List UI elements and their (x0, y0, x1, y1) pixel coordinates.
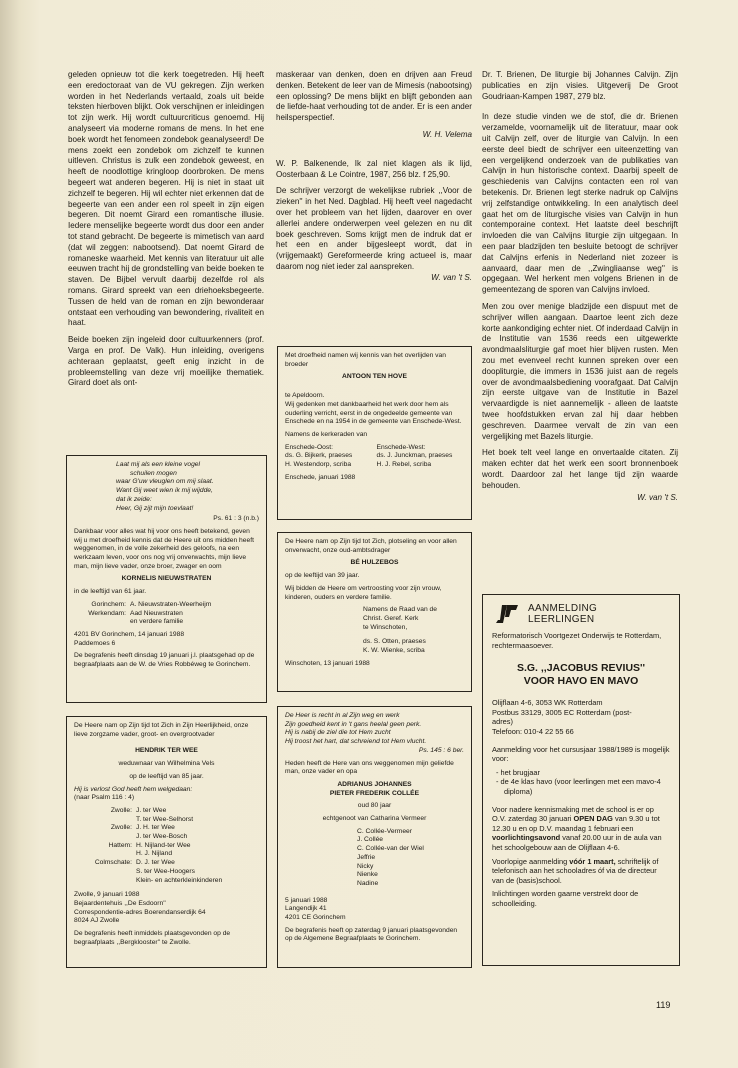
obituary-hulzebos (277, 532, 472, 692)
verse-reference: (naar Psalm 116 : 4) (74, 794, 135, 802)
deceased-age: op de leeftijd van 39 jaar. (285, 572, 360, 580)
deceased-name: BÉ HULZEBOS (350, 559, 399, 567)
family-list: Zwolle: J. ter Wee T. ter Wee-Selhorst Zwolle: J. H. ter Wee J. ter Wee-Bosch Hattem: H. Nijland-ter Wee H. J. Nijland Colmschate: D. J. ter Wee S. ter Wee-Hoogers Klein- en achterkleinkinderen (94, 806, 223, 884)
prayer: Wij bidden de Heere om vertroosting voor zijn vrouw, kinderen, ouders en verdere familie. (285, 584, 442, 601)
school-address: Olijflaan 4-6, 3053 WK Rotterdam Postbus 33129, 3005 EC Rotterdam (post- adres) Telefoon: 010-4 22 55 66 (492, 698, 632, 736)
deceased-name-1: ADRIANUS JOHANNES (337, 780, 412, 788)
obituary-intro: Dankbaar voor alles wat hij voor ons heeft betekend, geven wij u met droefheid kennis dat de Heere uit ons midden heeft weggenomen, in de volle zekerheid des geloofs, na een werkzaam leven, voor ons nog vrij onverwachts, mijn lieve man, mijn lieve vader, onze broer, zwager en oom (74, 527, 254, 570)
funeral-note: De begrafenis heeft inmiddels plaatsgevonden op de begraafplaats ,,Bergklooster'' te Zwolle. (74, 930, 231, 946)
school-logo-icon (492, 603, 520, 625)
verse: De Heer is recht in al Zijn weg en werk Zijn goedheid kent in 't gans heelal geen perk. Hij is nabij de ziel die tot Hem zucht Hij troost het hart, dat schreiend tot Hem vlucht. (285, 712, 427, 746)
column-2-paragraph-2: De schrijver verzorgt de wekelijkse rubriek ,,Voor de zieken'' in het Ned. Dagblad. Hij heeft veel nagedacht over het probleem van het lijden, daarover en over allerlei andere onderwerpen veel gelezen en nu dit boek geschreven. Soms krijgt men de indruk dat er het een en ander bijgesleept wordt, dat in (vrijgemaakt) Gereformeerde kring actueel is, maar daarom nog niet ieder zal aanspreken. (276, 186, 472, 271)
options-list (492, 768, 670, 797)
option-item: - het brugjaar (504, 768, 670, 778)
verse: Hij is verlost God heeft hem welgedaan: (74, 785, 193, 793)
column-3-paragraph-1: In deze studie vinden we de stof, die dr. Brienen verzamelde, voornamelijk uit de literatuur, maar ook uit Calvijn zelf, over de liturgie van Calvijn. In een eerste deel biedt de schrijver een uiteenzetting van een vergelijkend onderzoek van de publikaties van Calvijn in hun historische context. Daarbij speelt de geschiedenis van Calvijns contacten een rol van betekenis. Dr. Brienen legt sterke nadruk op Calvijns vrij zelfstandige ontwikkeling. In een analytisch deel gaat het om de liturgische visies van Calvijn in hun contemporaine context. Het laatste deel beschrijft invloeden die van Calvijns liturgie zijn uitgegaan. In een paar bladzijden ten besluite betoogt de schrijver dat Calvijns erfenis in Nederland niet zozeer is aanvaard, daar men de ,,Zwingliaanse weg'' is opgegaan. Wel herkent men volgens Brienen in de gemeentezang de sporen van Calvijns invloed. (482, 112, 678, 295)
signature-vants-2: W. van 't S. (637, 493, 678, 503)
family-list: C. Collée-Vermeer J. Collée C. Collée-van der Wiel Jeffrie Nicky Nienke Nadine (357, 827, 424, 887)
obituary-intro: Met droefheid namen wij kennis van het overlijden van broeder (285, 352, 446, 368)
book-reference-brienen: Dr. T. Brienen, De liturgie bij Johannes Calvijn. Zijn publicaties en zijn visies. Uitgeverij De Groot Goudriaan-Kampen 1987, 279 blz. (482, 70, 678, 101)
option-item: - de 4e klas havo (voor leerlingen met een mavo-4 diploma) (504, 777, 670, 796)
ad-heading-2: LEERLINGEN (528, 614, 595, 625)
obituary-collee (277, 706, 472, 968)
poem-reference: Ps. 61 : 3 (n.b.) (213, 515, 259, 523)
family-list: Gorinchem: A. Nieuwstraten-Weerheijm Werkendam: Aad Nieuwstraten en verdere familie (88, 600, 212, 626)
deceased-age: op de leeftijd van 85 jaar. (129, 772, 204, 780)
signature-vants-1: W. van 't S. (431, 272, 472, 282)
address-block: Zwolle, 9 januari 1988 Bejaardentehuis ,,De Esdoorn'' Correspondentie-adres Boerendanserdijk 64 8024 AJ Zwolle (74, 891, 206, 925)
funeral-note: De begrafenis heeft dinsdag 19 januari j.l. plaatsgehad op de begraafplaats aan de W. de Vries Robbéweg te Gorinchem. (74, 652, 255, 669)
column-3 (482, 70, 678, 504)
obituary-intro: De Heere nam op Zijn tijd tot Zich in Zijn Heerlijkheid, onze lieve zorgzame vader, groot- en overgrootvader (74, 722, 249, 738)
ad-subtitle: Reformatorisch Voortgezet Onderwijs te Rotterdam, rechtermaasoever. (492, 631, 662, 650)
deceased-age: in de leeftijd van 61 jaar. (74, 588, 147, 596)
deceased-name: ANTOON TEN HOVE (342, 373, 407, 381)
deceased-name: HENDRIK TER WEE (135, 747, 198, 755)
date: Winschoten, 13 januari 1988 (285, 659, 370, 667)
date: Enschede, januari 1988 (285, 473, 356, 481)
deceased-name: KORNELIS NIEUWSTRATEN (121, 575, 212, 583)
registration-text: Aanmelding voor het cursusjaar 1988/1989 is mogelijk voor: (492, 744, 670, 764)
on-behalf: Namens de kerkeraden van (285, 430, 368, 438)
column-1-paragraph-1: geleden opnieuw tot die kerk toegetreden. Hij heeft een eredoctoraat van de VU gekregen. Zijn werken worden in het Nederlands vertaald, zoals uit beide teksten hierboven blijkt. Ook verschijnen er inleidingen tot zijn werk. Hij wordt cultuurcriticus genoemd. Hij analyseert via moderne romans de mens. In het ene boek wordt het fenomeen zondebok geanalyseerd! De mens zoekt een zondebok om zichzelf te kunnen uitleven. Christus is zulk een zondebok geweest, en heeft de noodlottige kringloop doorbroken. De mens begeert wat anderen begeren. Hij is niet in staat uit zichzelf te begeren. Hij wil echter niet erkennen dat de begeerte van een ander een rol speelt in zijn eigen begeren. Dit noemt Girard een romantische illusie. Iedere menselijke begeerte wordt dus door een ander tot stand gebracht. De begeerte is mimetisch van aard (dat wil zeggen: nabootsend). Dat noemt Girard de romaneske waarheid. Met kennis van literatuur uit alle eeuwen tracht hij de grondstelling van beide boeken te staven. De Bijbel vervult daarbij dezelfde rol als romans. Girard spreekt van een driehoeksbegeerte. Tussen de held van de roman en zijn bewonderaar ontstaat een verhouding van bewondering, rivaliteit en haat. (68, 70, 264, 328)
signers: Namens de Raad van de Christ. Geref. Kerk te Winschoten, ds. S. Otten, praeses K. W. Wienke, scriba (363, 606, 437, 655)
open-day-text: Voor nadere kennismaking met de school is er op O.V. zaterdag 30 januari OPEN DAG van 9.30 u tot 12.30 u en op D.V. maandag 1 februari een voorlichtingsavond vanaf 20.00 uur in de aula van het schoolgebouw aan de Olijflaan 4-6. (492, 804, 662, 852)
deceased-age: oud 80 jaar (357, 802, 392, 810)
ad-header (492, 603, 670, 625)
tribute-text: Wij gedenken met dankbaarheid het werk door hem als ouderling verricht, eerst in de ongedeelde gemeente van Enschede en na 1954 in de gemeente van Enschede-West. (285, 400, 462, 426)
book-reference-balkenende: W. P. Balkenende, Ik zal niet klagen als ik lijd, Oosterbaan & Le Cointre, 1987, 256 blz. f 25,90. (276, 158, 472, 179)
column-3-paragraph-2: Men zou over menige bladzijde een dispuut met de schrijver willen aangaan. Daartoe leent zich deze korte aankondiging echter niet. Of inderdaad Calvijn in de Institutie van 1536 reeds een uitgewerkte avondmaalsliturgie gaf moet hier blijven rusten. Men zou met evenveel recht kunnen spreken over een doopliturgie, die immers in 1536 juist aan de regels over de avondmaalsbediening voorafgaat. Dat Calvijn zijn eerste uitgave van de Institutie in Bazel vervaardigde is niet aannemelijk - alleen de laatste twee hoofdstukken ervan zal hij daar hebben geschreven. Daarmee vervalt de zin van een vergelijking met Bazels liturgie. (482, 301, 678, 441)
column-1-paragraph-2: Beide boeken zijn ingeleid door cultuurkenners (prof. Varga en prof. De Valk). Hun inleiding, overigens achteraan geplaatst, geeft enig inzicht in de probleemstelling van deze vrij moeilijke thematiek. Girard doet als ont- (68, 335, 264, 388)
column-2 (276, 70, 472, 284)
column-2-paragraph-1: maskeraar van denken, doen en drijven aan Freud denken. Betekent de leer van de Mimesis (nabootsing) een oplossing? De mens blijkt en blijft gebonden aan de liefde-haat verhouding tot de ander. Er is een ander heilsperspectief. (276, 70, 472, 123)
information-text: Inlichtingen worden gaarne verstrekt door de schoolleiding. (492, 889, 639, 908)
obituary-ter-wee (66, 716, 267, 968)
obituary-intro: De Heere nam op Zijn tijd tot Zich, plotseling en voor allen onverwacht, onze oud-ambtsdrager (285, 538, 457, 554)
page-number: 119 (656, 1000, 671, 1010)
address-line-2: Paddemoes 6 (74, 639, 116, 647)
school-name: S.G. ,,JACOBUS REVIUS'' VOOR HAVO EN MAVO (516, 662, 646, 688)
school-advertisement (482, 594, 680, 966)
signature-velema: W. H. Velema (422, 129, 472, 139)
obituary-ten-hove (277, 346, 472, 520)
spouse: echtgenoot van Catharina Vermeer (322, 815, 427, 823)
poem: Laat mij als een kleine vogel schuilen mogen waar G'uw vleuglen om mij slaat. Want Gij weet wien ik mij wijdde, dat ik zeide: Heer, Gij zijt mijn toevlaat! (116, 461, 214, 512)
signatories: Enschede-Oost: ds. G. Bijkerk, praeses H. Westendorp, scriba Enschede-West: ds. J. Junckman, praeses H. J. Rebel, scriba (285, 443, 453, 469)
obituary-intro: Heden heeft de Here van ons weggenomen mijn geliefde man, onze vader en opa (285, 759, 454, 776)
preliminary-registration-text: Voorlopige aanmelding vóór 1 maart, schriftelijk of telefonisch aan het schooladres óf via de directeur van de (basis)school. (492, 856, 659, 885)
column-1 (68, 70, 264, 395)
address: 4201 BV Gorinchem, 14 januari 1988 (74, 630, 185, 638)
verse-reference: Ps. 145 : 6 ber. (418, 746, 464, 754)
ad-heading-1: AANMELDING (528, 603, 598, 614)
funeral-note: De begrafenis heeft op zaterdag 9 januari plaatsgevonden op de Algemene Begraafplaats te Gorinchem. (285, 926, 458, 943)
place: te Apeldoorn. (285, 392, 325, 400)
obituary-nieuwstraten (66, 455, 267, 703)
widower-of: weduwnaar van Wilhelmina Vels (118, 760, 215, 768)
address-block: 5 januari 1988 Langendijk 41 4201 CE Gorinchem (285, 896, 346, 922)
deceased-name-2: PIETER FREDERIK COLLÉE (329, 789, 420, 797)
column-3-paragraph-3: Het boek telt veel lange en onvertaalde citaten. Zij maken echter dat het werk een soort bronnenboek wordt. Daardoor zal het lange tijd zijn waarde behouden. (482, 448, 678, 490)
